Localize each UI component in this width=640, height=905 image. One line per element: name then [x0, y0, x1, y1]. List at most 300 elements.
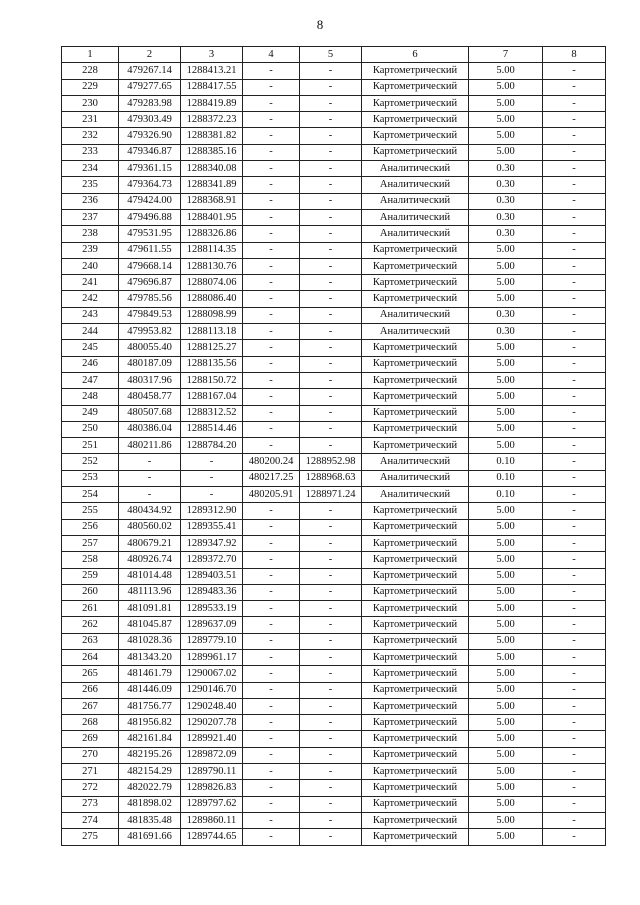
table-cell: 261: [62, 601, 119, 617]
table-cell: 5.00: [469, 356, 543, 372]
table-row: [62, 731, 606, 747]
table-cell: 480187.09: [119, 356, 181, 372]
table-cell: Картометрический: [362, 682, 469, 698]
table-cell: -: [543, 568, 606, 584]
table-cell: 1288125.27: [181, 340, 243, 356]
table-cell: -: [243, 812, 300, 828]
table-cell: -: [243, 79, 300, 95]
table-cell: 1288413.21: [181, 63, 243, 79]
table-cell: 479611.55: [119, 242, 181, 258]
table-cell: -: [300, 340, 362, 356]
table-cell: -: [543, 666, 606, 682]
table-cell: 479346.87: [119, 144, 181, 160]
table-row: [62, 438, 606, 454]
table-cell: 1288312.52: [181, 405, 243, 421]
table-cell: -: [300, 747, 362, 763]
table-cell: Картометрический: [362, 291, 469, 307]
table-cell: 5.00: [469, 503, 543, 519]
table-cell: 242: [62, 291, 119, 307]
table-cell: -: [300, 601, 362, 617]
table-cell: -: [243, 780, 300, 796]
table-cell: -: [119, 454, 181, 470]
table-cell: Аналитический: [362, 324, 469, 340]
table-cell: 1289533.19: [181, 601, 243, 617]
table-cell: 1290207.78: [181, 715, 243, 731]
table-cell: -: [543, 438, 606, 454]
table-cell: -: [243, 601, 300, 617]
table-cell: 481091.81: [119, 601, 181, 617]
table-cell: -: [300, 649, 362, 665]
table-cell: 259: [62, 568, 119, 584]
column-header-1: 1: [62, 47, 119, 63]
table-cell: 245: [62, 340, 119, 356]
table-cell: Картометрический: [362, 519, 469, 535]
table-cell: -: [243, 161, 300, 177]
table-cell: 1288130.76: [181, 258, 243, 274]
table-cell: 1289347.92: [181, 535, 243, 551]
table-cell: 275: [62, 829, 119, 845]
table-cell: 262: [62, 617, 119, 633]
table-cell: 1288385.16: [181, 144, 243, 160]
table-cell: -: [243, 764, 300, 780]
table-cell: 479303.49: [119, 112, 181, 128]
table-cell: 247: [62, 372, 119, 388]
table-cell: -: [543, 372, 606, 388]
table-cell: -: [243, 535, 300, 551]
table-row: [62, 389, 606, 405]
table-cell: 229: [62, 79, 119, 95]
table-cell: -: [243, 568, 300, 584]
table-cell: 1288135.56: [181, 356, 243, 372]
table-cell: -: [543, 715, 606, 731]
table-cell: -: [300, 698, 362, 714]
table-cell: -: [243, 95, 300, 111]
table-cell: 256: [62, 519, 119, 535]
table-row: [62, 144, 606, 160]
table-cell: Картометрический: [362, 666, 469, 682]
table-cell: -: [300, 209, 362, 225]
table-cell: -: [300, 291, 362, 307]
column-header-5: 5: [300, 47, 362, 63]
table-cell: 1289637.09: [181, 617, 243, 633]
table-row: [62, 519, 606, 535]
table-cell: -: [543, 829, 606, 845]
table-cell: 1288086.40: [181, 291, 243, 307]
table-cell: 0.30: [469, 161, 543, 177]
table-cell: 1289961.17: [181, 649, 243, 665]
table-row: [62, 780, 606, 796]
table-cell: -: [300, 356, 362, 372]
table-cell: -: [300, 128, 362, 144]
table-cell: 481113.96: [119, 584, 181, 600]
table-cell: Картометрический: [362, 421, 469, 437]
table-cell: -: [543, 535, 606, 551]
table-cell: -: [300, 829, 362, 845]
table-cell: 234: [62, 161, 119, 177]
table-cell: -: [243, 715, 300, 731]
table-cell: 1288971.24: [300, 487, 362, 503]
table-row: [62, 584, 606, 600]
table-cell: 0.10: [469, 470, 543, 486]
table-cell: Картометрический: [362, 715, 469, 731]
table-cell: 5.00: [469, 242, 543, 258]
table-cell: Картометрический: [362, 764, 469, 780]
table-row: [62, 177, 606, 193]
column-header-3: 3: [181, 47, 243, 63]
column-header-7: 7: [469, 47, 543, 63]
table-cell: 479277.65: [119, 79, 181, 95]
table-cell: -: [243, 291, 300, 307]
table-cell: 0.10: [469, 487, 543, 503]
table-row: [62, 226, 606, 242]
table-cell: -: [243, 796, 300, 812]
table-cell: Картометрический: [362, 340, 469, 356]
table-cell: -: [300, 405, 362, 421]
table-cell: 5.00: [469, 829, 543, 845]
table-cell: 1288968.63: [300, 470, 362, 486]
table-cell: 1289483.36: [181, 584, 243, 600]
table-cell: 1289790.11: [181, 764, 243, 780]
column-header-6: 6: [362, 47, 469, 63]
table-cell: 5.00: [469, 552, 543, 568]
table-cell: 5.00: [469, 715, 543, 731]
table-cell: 5.00: [469, 764, 543, 780]
table-cell: 1288784.20: [181, 438, 243, 454]
table-cell: Картометрический: [362, 698, 469, 714]
table-cell: -: [543, 340, 606, 356]
table-cell: 5.00: [469, 519, 543, 535]
table-cell: -: [243, 324, 300, 340]
table-cell: 479267.14: [119, 63, 181, 79]
table-cell: Аналитический: [362, 470, 469, 486]
table-cell: Картометрический: [362, 128, 469, 144]
table-cell: -: [300, 275, 362, 291]
table-cell: -: [243, 698, 300, 714]
table-cell: -: [300, 666, 362, 682]
table-cell: -: [543, 242, 606, 258]
table-cell: 230: [62, 95, 119, 111]
table-row: [62, 829, 606, 845]
table-cell: 1288340.08: [181, 161, 243, 177]
table-cell: 1288417.55: [181, 79, 243, 95]
table-cell: -: [243, 829, 300, 845]
table-cell: -: [543, 698, 606, 714]
table-row: [62, 275, 606, 291]
table-body: [62, 63, 606, 845]
table-cell: 480434.92: [119, 503, 181, 519]
table-cell: -: [181, 454, 243, 470]
table-cell: -: [300, 617, 362, 633]
table-cell: Картометрический: [362, 552, 469, 568]
table-cell: 248: [62, 389, 119, 405]
table-cell: 271: [62, 764, 119, 780]
table-cell: Картометрический: [362, 796, 469, 812]
table-cell: 480386.04: [119, 421, 181, 437]
table-cell: -: [243, 128, 300, 144]
table-cell: 241: [62, 275, 119, 291]
table-cell: 1289403.51: [181, 568, 243, 584]
column-header-2: 2: [119, 47, 181, 63]
table-cell: -: [300, 682, 362, 698]
table-cell: Картометрический: [362, 568, 469, 584]
table-row: [62, 454, 606, 470]
table-cell: -: [243, 503, 300, 519]
table-cell: -: [300, 715, 362, 731]
table-cell: -: [300, 112, 362, 128]
table-cell: -: [300, 161, 362, 177]
table-cell: -: [243, 275, 300, 291]
table-cell: -: [543, 519, 606, 535]
table-cell: -: [243, 649, 300, 665]
table-row: [62, 209, 606, 225]
table-row: [62, 503, 606, 519]
table-cell: 480211.86: [119, 438, 181, 454]
table-cell: 232: [62, 128, 119, 144]
table-cell: -: [543, 747, 606, 763]
table-cell: -: [243, 209, 300, 225]
table-cell: -: [543, 405, 606, 421]
table-cell: 263: [62, 633, 119, 649]
table-cell: 5.00: [469, 666, 543, 682]
table-cell: -: [243, 389, 300, 405]
table-row: [62, 764, 606, 780]
table-cell: 243: [62, 307, 119, 323]
table-cell: 481343.20: [119, 649, 181, 665]
table-cell: 5.00: [469, 698, 543, 714]
table-cell: 5.00: [469, 731, 543, 747]
table-cell: 5.00: [469, 584, 543, 600]
table-cell: -: [543, 356, 606, 372]
table-cell: 1288150.72: [181, 372, 243, 388]
table-cell: 481956.82: [119, 715, 181, 731]
table-cell: -: [543, 226, 606, 242]
table-cell: Аналитический: [362, 161, 469, 177]
table-row: [62, 747, 606, 763]
table-cell: 5.00: [469, 682, 543, 698]
table-cell: 5.00: [469, 568, 543, 584]
table-cell: -: [300, 144, 362, 160]
table-cell: 5.00: [469, 601, 543, 617]
table-cell: Картометрический: [362, 356, 469, 372]
table-cell: -: [243, 682, 300, 698]
table-cell: 5.00: [469, 291, 543, 307]
table-cell: 274: [62, 812, 119, 828]
table-cell: 480317.96: [119, 372, 181, 388]
table-cell: -: [243, 372, 300, 388]
table-cell: -: [243, 242, 300, 258]
table-cell: -: [543, 307, 606, 323]
table-cell: Картометрический: [362, 258, 469, 274]
table-cell: 479326.90: [119, 128, 181, 144]
table-cell: 479531.95: [119, 226, 181, 242]
table-cell: Картометрический: [362, 63, 469, 79]
table-cell: Аналитический: [362, 487, 469, 503]
table-cell: 1289355.41: [181, 519, 243, 535]
table-cell: -: [543, 617, 606, 633]
table-cell: 267: [62, 698, 119, 714]
table-cell: -: [543, 209, 606, 225]
table-row: [62, 193, 606, 209]
table-cell: -: [243, 405, 300, 421]
table-cell: 5.00: [469, 535, 543, 551]
table-cell: 5.00: [469, 649, 543, 665]
table-cell: 481898.02: [119, 796, 181, 812]
coordinates-table: [61, 46, 606, 846]
table-cell: 5.00: [469, 372, 543, 388]
table-cell: 0.30: [469, 177, 543, 193]
table-cell: 244: [62, 324, 119, 340]
table-cell: 5.00: [469, 112, 543, 128]
table-cell: 1289312.90: [181, 503, 243, 519]
table-cell: -: [543, 193, 606, 209]
table-row: [62, 356, 606, 372]
table-cell: 1288368.91: [181, 193, 243, 209]
table-cell: 480205.91: [243, 487, 300, 503]
table-cell: -: [243, 112, 300, 128]
table-cell: -: [543, 470, 606, 486]
table-cell: Картометрический: [362, 812, 469, 828]
table-cell: -: [300, 307, 362, 323]
table-cell: -: [300, 535, 362, 551]
table-cell: 480507.68: [119, 405, 181, 421]
table-cell: -: [300, 552, 362, 568]
table-cell: 5.00: [469, 340, 543, 356]
table-cell: 480560.02: [119, 519, 181, 535]
table-cell: -: [543, 633, 606, 649]
table-cell: 1290146.70: [181, 682, 243, 698]
table-cell: 479361.15: [119, 161, 181, 177]
table-cell: -: [243, 356, 300, 372]
table-cell: 268: [62, 715, 119, 731]
table-cell: 1289826.83: [181, 780, 243, 796]
table-cell: 480926.74: [119, 552, 181, 568]
table-cell: Картометрический: [362, 242, 469, 258]
table-cell: Картометрический: [362, 112, 469, 128]
table-cell: -: [543, 731, 606, 747]
table-cell: 260: [62, 584, 119, 600]
table-cell: Картометрический: [362, 829, 469, 845]
table-row: [62, 617, 606, 633]
table-cell: 231: [62, 112, 119, 128]
table-cell: -: [119, 487, 181, 503]
table-cell: 1288167.04: [181, 389, 243, 405]
table-cell: 1288098.99: [181, 307, 243, 323]
page-number: 8: [316, 17, 324, 32]
table-cell: 252: [62, 454, 119, 470]
table-cell: 481014.48: [119, 568, 181, 584]
table-cell: -: [243, 307, 300, 323]
table-cell: -: [243, 340, 300, 356]
table-row: [62, 552, 606, 568]
table-cell: 240: [62, 258, 119, 274]
table-cell: -: [543, 275, 606, 291]
table-cell: 480217.25: [243, 470, 300, 486]
table-cell: 5.00: [469, 633, 543, 649]
table-cell: Аналитический: [362, 226, 469, 242]
table-cell: -: [543, 63, 606, 79]
table-cell: 258: [62, 552, 119, 568]
table-row: [62, 698, 606, 714]
table-cell: -: [543, 258, 606, 274]
table-cell: Картометрический: [362, 601, 469, 617]
table-cell: 1288952.98: [300, 454, 362, 470]
table-cell: -: [300, 519, 362, 535]
table-cell: Картометрический: [362, 79, 469, 95]
table-cell: Картометрический: [362, 405, 469, 421]
table-cell: -: [543, 601, 606, 617]
table-cell: 479283.98: [119, 95, 181, 111]
table-cell: -: [181, 487, 243, 503]
table-cell: 482154.29: [119, 764, 181, 780]
table-cell: 5.00: [469, 95, 543, 111]
table-row: [62, 291, 606, 307]
table-cell: 233: [62, 144, 119, 160]
table-cell: -: [543, 503, 606, 519]
column-header-4: 4: [243, 47, 300, 63]
table-cell: -: [300, 780, 362, 796]
table-cell: 480458.77: [119, 389, 181, 405]
table-cell: 250: [62, 421, 119, 437]
table-cell: -: [300, 438, 362, 454]
table-cell: -: [300, 764, 362, 780]
table-cell: 236: [62, 193, 119, 209]
table-cell: 5.00: [469, 438, 543, 454]
table-row: [62, 161, 606, 177]
table-cell: 5.00: [469, 63, 543, 79]
table-cell: 270: [62, 747, 119, 763]
table-cell: 481835.48: [119, 812, 181, 828]
table-cell: 1288419.89: [181, 95, 243, 111]
table-row: [62, 242, 606, 258]
table-cell: -: [543, 324, 606, 340]
table-row: [62, 372, 606, 388]
table-cell: 479849.53: [119, 307, 181, 323]
table-cell: Картометрический: [362, 503, 469, 519]
table-cell: -: [300, 568, 362, 584]
table-cell: 249: [62, 405, 119, 421]
table-cell: 5.00: [469, 421, 543, 437]
table-cell: 264: [62, 649, 119, 665]
table-cell: 1289872.09: [181, 747, 243, 763]
table-row: [62, 95, 606, 111]
table-cell: -: [543, 95, 606, 111]
table-cell: Картометрический: [362, 780, 469, 796]
table-cell: -: [300, 421, 362, 437]
table-cell: 269: [62, 731, 119, 747]
table-row: [62, 470, 606, 486]
table-cell: Картометрический: [362, 372, 469, 388]
table-cell: 1289921.40: [181, 731, 243, 747]
table-cell: -: [119, 470, 181, 486]
table-cell: 0.10: [469, 454, 543, 470]
table-cell: -: [543, 177, 606, 193]
table-cell: 479785.56: [119, 291, 181, 307]
table-row: [62, 112, 606, 128]
table-row: [62, 421, 606, 437]
table-cell: 481461.79: [119, 666, 181, 682]
table-cell: 479424.00: [119, 193, 181, 209]
table-cell: Картометрический: [362, 95, 469, 111]
table-cell: -: [243, 747, 300, 763]
table-cell: -: [543, 144, 606, 160]
column-header-8: 8: [543, 47, 606, 63]
table-cell: -: [243, 552, 300, 568]
table-cell: 1288114.35: [181, 242, 243, 258]
table-cell: -: [543, 682, 606, 698]
table-cell: -: [243, 226, 300, 242]
table-cell: -: [243, 633, 300, 649]
table-cell: -: [300, 633, 362, 649]
